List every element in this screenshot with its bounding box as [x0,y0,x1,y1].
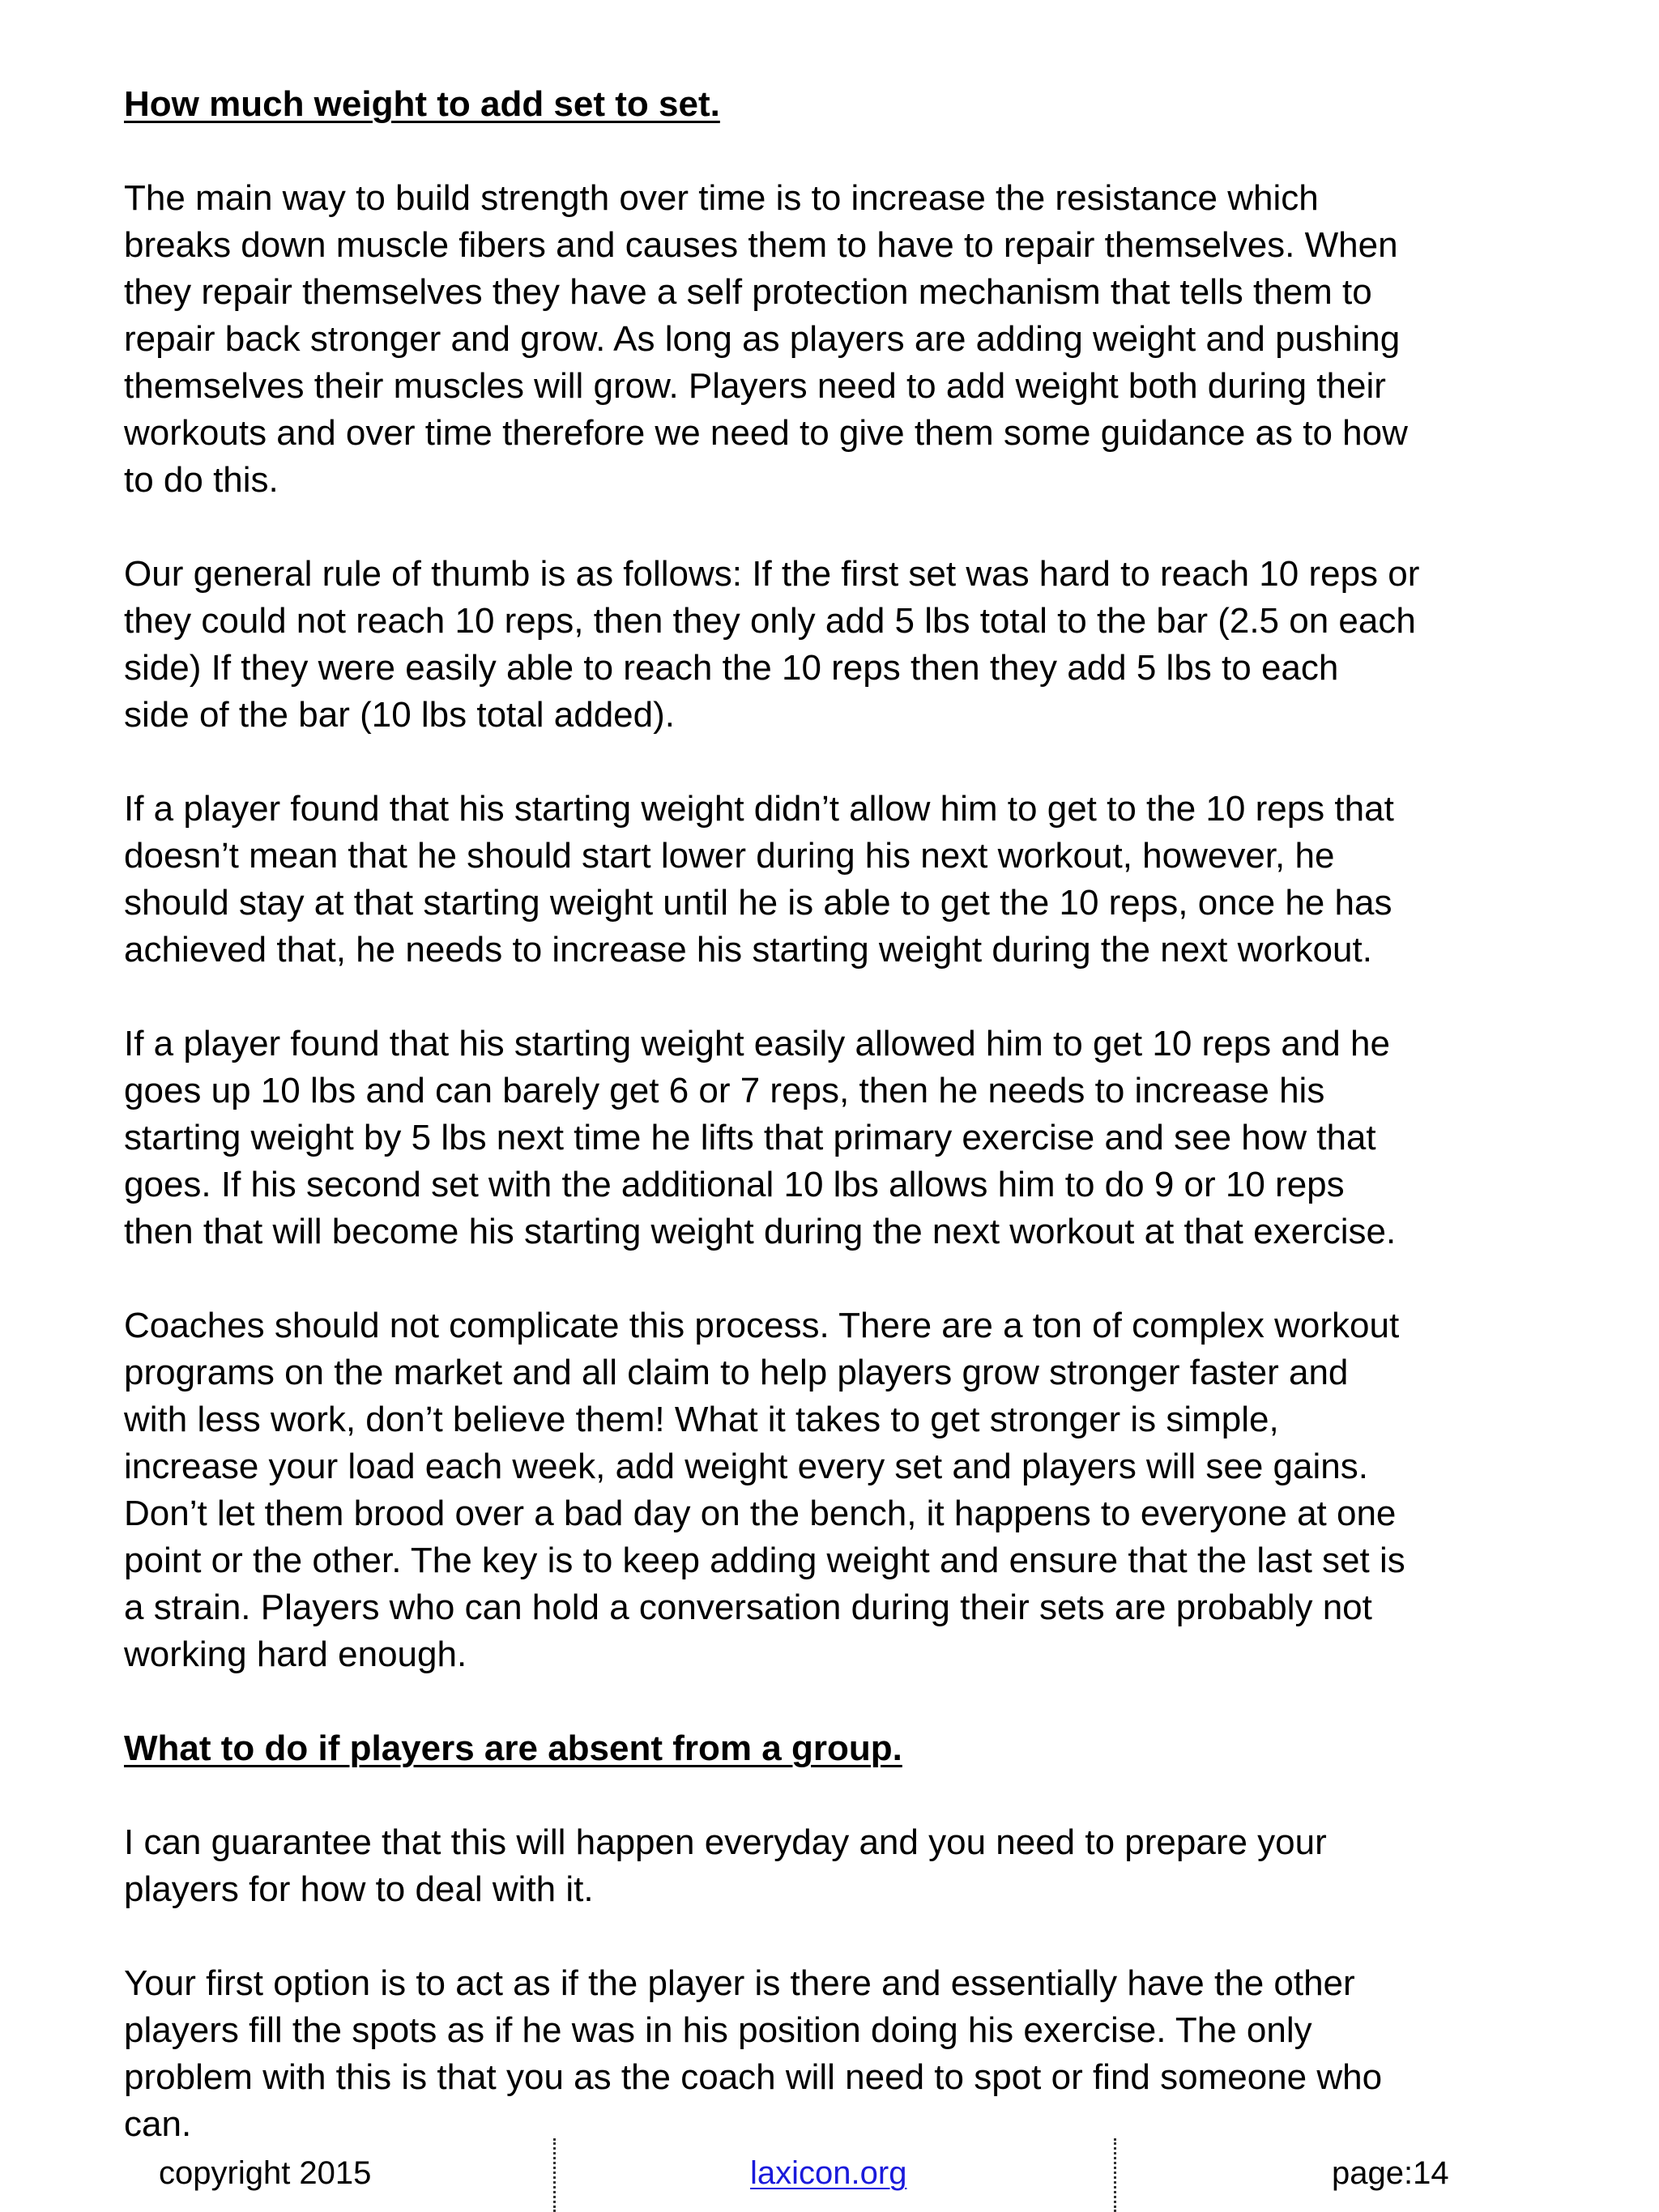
text-line: programs on the market and all claim to help players grow stronger faster and [124,1353,1349,1392]
spacer [124,1913,1566,1960]
paragraph [124,1960,1566,2148]
spacer [124,974,1566,1021]
text-line: repair back stronger and grow. As long as players are adding weight and pushing [124,319,1401,359]
text-line: Coaches should not complicate this process. There are a ton of complex workout [124,1306,1400,1345]
text-line: doesn’t mean that he should start lower during his next workout, however, he [124,836,1335,876]
text-line: they repair themselves they have a self protection mechanism that tells them to [124,272,1372,312]
text-line: side of the bar (10 lbs total added). [124,695,675,735]
text-line: players fill the spots as if he was in his position doing his exercise. The only [124,2010,1312,2050]
text-line: side) If they were easily able to reach the 10 reps then they add 5 lbs to each [124,648,1339,688]
text-line: problem with this is that you as the coach will need to spot or find someone who [124,2057,1383,2097]
footer-divider [1114,2138,1116,2212]
text-line: a strain. Players who can hold a conversation during their sets are probably not [124,1588,1372,1627]
section-heading-weight: How much weight to add set to set. [124,84,720,124]
text-line: goes. If his second set with the additional 10 lbs allows him to do 9 or 10 reps [124,1165,1345,1204]
text-line: with less work, don’t believe them! What it takes to get stronger is simple, [124,1400,1279,1439]
text-line: goes up 10 lbs and can barely get 6 or 7 reps, then he needs to increase his [124,1071,1325,1110]
spacer [124,1772,1566,1819]
spacer [124,128,1566,175]
page-footer [0,2138,1659,2212]
text-line: Don’t let them brood over a bad day on the bench, it happens to everyone at one [124,1494,1397,1533]
text-line: point or the other. The key is to keep adding weight and ensure that the last set is [124,1541,1405,1580]
section-heading-absent: What to do if players are absent from a group. [124,1728,902,1768]
page-content [124,81,1566,2148]
text-line: to do this. [124,460,279,500]
text-line: increase your load each week, add weight every set and players will see gains. [124,1447,1368,1486]
text-line: players for how to deal with it. [124,1869,594,1909]
text-line: workouts and over time therefore we need to give them some guidance as to how [124,413,1408,453]
text-line: can. [124,2104,192,2144]
paragraph [124,1021,1566,1255]
text-line: If a player found that his starting weight didn’t allow him to get to the 10 reps that [124,789,1394,829]
text-line: starting weight by 5 lbs next time he lifts that primary exercise and see how that [124,1118,1376,1157]
paragraph [124,551,1566,739]
spacer [124,739,1566,786]
text-line: working hard enough. [124,1634,467,1674]
text-line: should stay at that starting weight until he is able to get the 10 reps, once he has [124,883,1392,923]
text-line: then that will become his starting weight during the next workout at that exercise. [124,1212,1397,1251]
text-line: they could not reach 10 reps, then they only add 5 lbs total to the bar (2.5 on each [124,601,1416,641]
website-link[interactable]: laxicon.org [750,2155,907,2191]
spacer [124,1678,1566,1725]
spacer [124,1255,1566,1302]
text-line: I can guarantee that this will happen everyday and you need to prepare your [124,1822,1327,1862]
paragraph [124,1819,1566,1913]
paragraph [124,1302,1566,1678]
spacer [124,504,1566,551]
text-line: If a player found that his starting weight easily allowed him to get 10 reps and he [124,1024,1390,1063]
copyright-text: copyright 2015 [159,2155,372,2191]
paragraph [124,175,1566,504]
text-line: achieved that, he needs to increase his starting weight during the next workout. [124,930,1372,970]
page-number: page:14 [1332,2155,1449,2191]
paragraph [124,786,1566,974]
text-line: Our general rule of thumb is as follows: If the first set was hard to reach 10 reps or [124,554,1420,594]
text-line: themselves their muscles will grow. Players need to add weight both during their [124,366,1386,406]
text-line: Your first option is to act as if the player is there and essentially have the other [124,1963,1355,2003]
text-line: breaks down muscle fibers and causes them to have to repair themselves. When [124,225,1398,265]
footer-divider [553,2138,556,2212]
text-line: The main way to build strength over time is to increase the resistance which [124,178,1319,218]
